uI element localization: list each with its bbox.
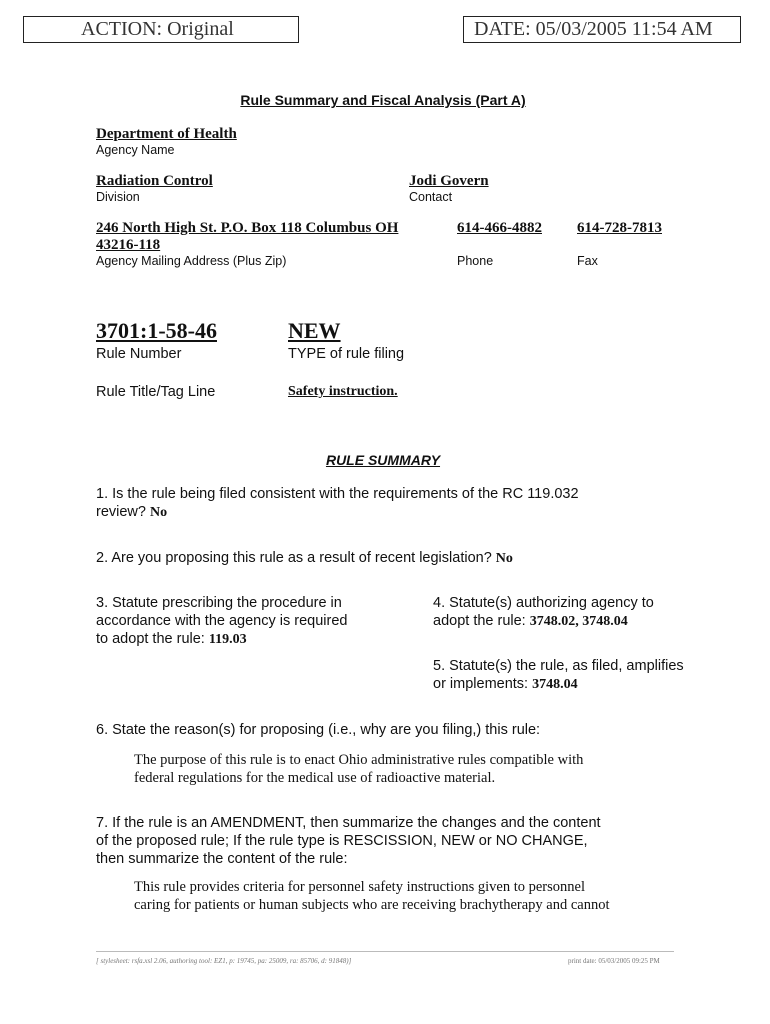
question-6-answer bbox=[134, 751, 734, 787]
question-1 bbox=[96, 485, 656, 522]
date-box bbox=[463, 16, 741, 43]
action-box bbox=[23, 16, 299, 43]
question-4-answer: 3748.02, 3748.04 bbox=[529, 614, 628, 629]
division-caption: Division bbox=[96, 190, 140, 204]
question-6-answer-line-1: The purpose of this rule is to enact Ohio administrative rules compatible with bbox=[134, 752, 584, 768]
filing-type-value: NEW bbox=[288, 318, 341, 343]
question-4 bbox=[433, 594, 753, 631]
question-3-line-2: accordance with the agency is required bbox=[96, 613, 348, 629]
question-1-text-b: review? bbox=[96, 504, 146, 520]
phone-value: 614-466-4882 bbox=[457, 220, 542, 236]
contact-caption: Contact bbox=[409, 190, 453, 204]
question-4-text: adopt the rule: bbox=[433, 613, 526, 629]
contact-value: Jodi Govern bbox=[409, 173, 489, 189]
question-5 bbox=[433, 657, 753, 694]
question-7-answer-line-2: caring for patients or human subjects who are receiving brachytherapy and cannot bbox=[134, 897, 610, 913]
question-6: 6. State the reason(s) for proposing (i.e., why are you filing,) this rule: bbox=[96, 722, 541, 738]
question-4-line-1: 4. Statute(s) authorizing agency to bbox=[433, 595, 654, 611]
question-1-text-a: 1. Is the rule being filed consistent with the requirements of the RC 119.032 bbox=[96, 486, 579, 502]
rule-title-caption: Rule Title/Tag Line bbox=[96, 384, 216, 400]
question-5-text: or implements: bbox=[433, 676, 529, 692]
question-7-answer-line-1: This rule provides criteria for personnel safety instructions given to personnel bbox=[134, 879, 585, 895]
question-4-line-2 bbox=[433, 612, 753, 631]
rule-title-value: Safety instruction. bbox=[288, 384, 398, 399]
address-line2: 43216-118 bbox=[96, 237, 161, 253]
question-5-answer: 3748.04 bbox=[532, 677, 578, 692]
question-7-line-1: 7. If the rule is an AMENDMENT, then summarize the changes and the content bbox=[96, 815, 601, 831]
question-7 bbox=[96, 814, 716, 868]
question-3-text: to adopt the rule: bbox=[96, 631, 205, 647]
fax-caption: Fax bbox=[577, 254, 598, 268]
filing-type-caption: TYPE of rule filing bbox=[288, 346, 405, 362]
question-7-line-2: of the proposed rule; If the rule type is RESCISSION, NEW or NO CHANGE, bbox=[96, 833, 588, 849]
action-label: ACTION: Original bbox=[81, 18, 234, 40]
question-3-answer: 119.03 bbox=[208, 632, 247, 647]
footer-print-date: print date: 05/03/2005 09:25 PM bbox=[568, 957, 660, 965]
agency-name-caption: Agency Name bbox=[96, 143, 175, 157]
question-5-line-1: 5. Statute(s) the rule, as filed, amplifies bbox=[433, 658, 684, 674]
question-7-line-3: then summarize the content of the rule: bbox=[96, 851, 348, 867]
question-1-line-2 bbox=[96, 503, 656, 522]
rule-number-caption: Rule Number bbox=[96, 346, 182, 362]
fax-value: 614-728-7813 bbox=[577, 220, 662, 236]
question-3-line-3 bbox=[96, 630, 416, 649]
footer-divider bbox=[96, 951, 674, 952]
question-6-answer-line-2: federal regulations for the medical use of radioactive material. bbox=[134, 770, 496, 786]
division-value: Radiation Control bbox=[96, 173, 213, 189]
rule-number-value: 3701:1-58-46 bbox=[96, 318, 217, 343]
rule-summary-heading: RULE SUMMARY bbox=[325, 452, 441, 468]
agency-name-value: Department of Health bbox=[96, 126, 237, 142]
page-title: Rule Summary and Fiscal Analysis (Part A) bbox=[240, 92, 526, 108]
question-2 bbox=[96, 549, 696, 568]
question-2-answer: No bbox=[495, 551, 513, 566]
question-2-text: 2. Are you proposing this rule as a result of recent legislation? bbox=[96, 550, 492, 566]
question-5-line-2 bbox=[433, 675, 753, 694]
address-caption: Agency Mailing Address (Plus Zip) bbox=[96, 254, 287, 268]
question-1-answer: No bbox=[150, 505, 168, 520]
footer-stylesheet-info: [ stylesheet: rsfa.xsl 2.06, authoring tool: EZ1, p: 19745, pa: 25009, ra: 85706, d: 91848)] bbox=[96, 957, 352, 965]
question-3 bbox=[96, 594, 416, 649]
date-label: DATE: 05/03/2005 11:54 AM bbox=[474, 18, 713, 40]
question-3-line-1: 3. Statute prescribing the procedure in bbox=[96, 595, 342, 611]
phone-caption: Phone bbox=[457, 254, 494, 268]
question-7-answer bbox=[134, 878, 734, 914]
address-line1: 246 North High St. P.O. Box 118 Columbus OH bbox=[96, 220, 399, 236]
